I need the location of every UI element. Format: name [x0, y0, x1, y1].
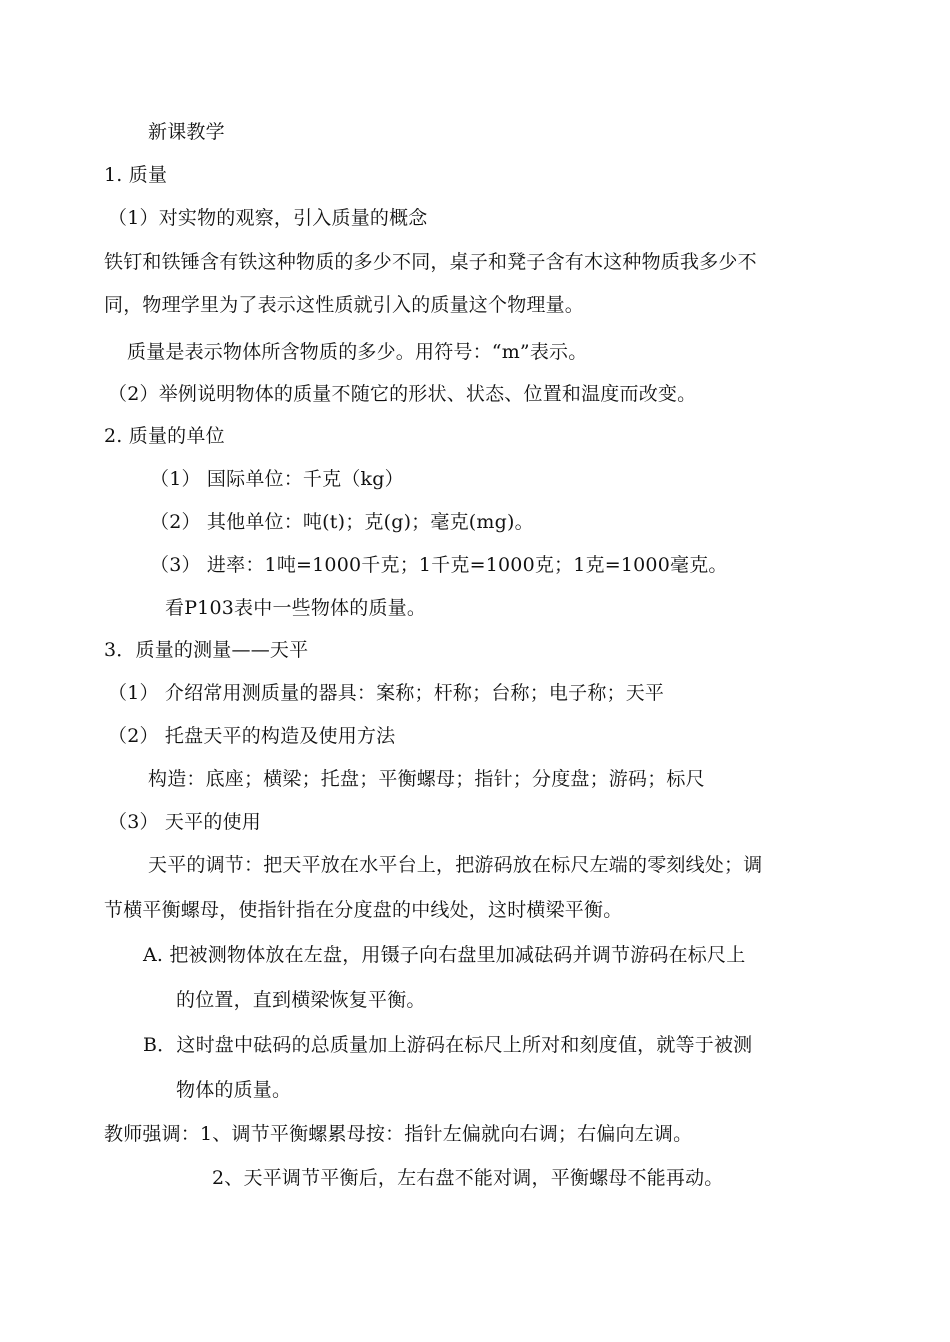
paragraph-text: 节横平衡螺母，使指针指在分度盘的中线处，这时横梁平衡。 — [104, 899, 623, 921]
list-item: （1） 国际单位：千克（kg） — [150, 468, 404, 490]
list-item: （2） 其他单位：吨(t)；克(g)；毫克(mg)。 — [150, 511, 534, 533]
list-item: （2） 托盘天平的构造及使用方法 — [108, 725, 396, 747]
paragraph-text: 天平的调节：把天平放在水平台上，把游码放在标尺左端的零刻线处；调 — [148, 854, 763, 876]
step-b-continued: 物体的质量。 — [176, 1079, 292, 1101]
step-b: B．这时盘中砝码的总质量加上游码在标尺上所对和刻度值，就等于被测 — [143, 1034, 753, 1056]
heading-measurement: 3．质量的测量——天平 — [104, 639, 309, 661]
list-item: （3） 进率：1吨=1000千克；1千克=1000克；1克=1000毫克。 — [150, 554, 728, 576]
step-a-continued: 的位置，直到横梁恢复平衡。 — [176, 989, 426, 1011]
structure-text: 构造：底座；横梁；托盘；平衡螺母；指针；分度盘；游码；标尺 — [148, 768, 705, 790]
paragraph-text: 同，物理学里为了表示这性质就引入的质量这个物理量。 — [104, 294, 585, 316]
teacher-emphasis-item: 2、天平调节平衡后，左右盘不能对调，平衡螺母不能再动。 — [212, 1167, 724, 1189]
section-heading: 新课教学 — [148, 121, 225, 143]
subheading-example: （2）举例说明物体的质量不随它的形状、状态、位置和温度而改变。 — [108, 383, 697, 405]
list-item: （1） 介绍常用测质量的器具：案称；杆称；台称；电子称；天平 — [108, 682, 665, 704]
list-item: （3） 天平的使用 — [108, 811, 261, 833]
heading-mass: 1. 质量 — [104, 164, 168, 186]
step-a: A. 把被测物体放在左盘，用镊子向右盘里加减砝码并调节游码在标尺上 — [143, 944, 746, 966]
definition-text: 质量是表示物体所含物质的多少。用符号：“m”表示。 — [127, 341, 588, 363]
paragraph-text: 铁钉和铁锤含有铁这种物质的多少不同，桌子和凳子含有木这种物质我多少不 — [104, 251, 757, 273]
note-text: 看P103表中一些物体的质量。 — [165, 597, 427, 619]
heading-units: 2. 质量的单位 — [104, 425, 225, 447]
teacher-emphasis: 教师强调：1、调节平衡螺累母按：指针左偏就向右调；右偏向左调。 — [104, 1123, 693, 1145]
subheading-observation: （1）对实物的观察，引入质量的概念 — [108, 207, 428, 229]
